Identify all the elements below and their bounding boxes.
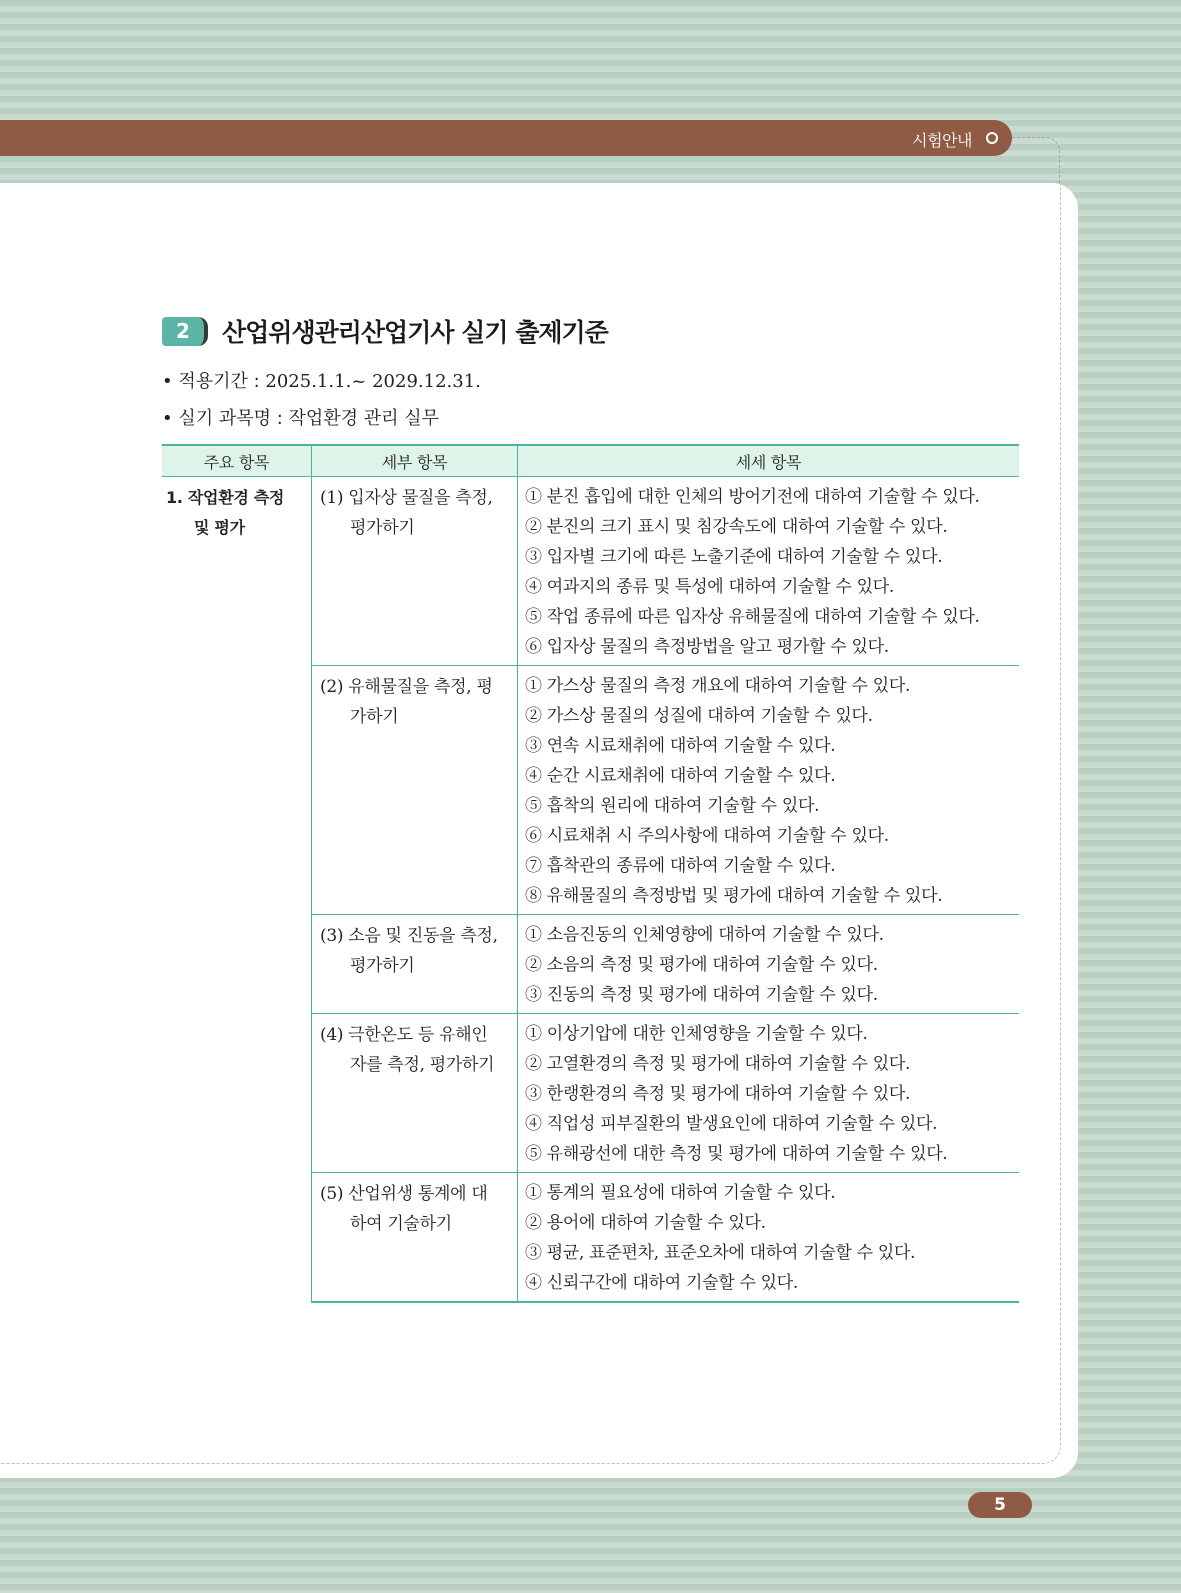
detail-item: ④ 신뢰구간에 대하여 기술할 수 있다.: [525, 1273, 799, 1293]
bullet-icon: [986, 132, 998, 144]
detail-item: ③ 연속 시료채취에 대하여 기술할 수 있다.: [525, 736, 836, 756]
sub-item-cell: [312, 1173, 518, 1303]
main-item-line: 및 평가: [194, 518, 245, 537]
detail-item: ③ 평균, 표준편차, 표준오차에 대하여 기술할 수 있다.: [525, 1243, 916, 1263]
sub-item-line: (2) 유해물질을 측정, 평: [320, 677, 493, 697]
detail-item: ④ 여과지의 종류 및 특성에 대하여 기술할 수 있다.: [525, 577, 894, 597]
detail-item: ① 통계의 필요성에 대하여 기술할 수 있다.: [525, 1183, 836, 1203]
sub-item-cell: [312, 915, 518, 1014]
sub-item-line: (4) 극한온도 등 유해인: [320, 1025, 488, 1045]
subject-value: 작업환경 관리 실무: [288, 408, 440, 429]
detail-item: ② 가스상 물질의 성질에 대하여 기술할 수 있다.: [525, 706, 873, 726]
detail-item: ④ 직업성 피부질환의 발생요인에 대하여 기술할 수 있다.: [525, 1114, 938, 1134]
detail-item: ⑥ 입자상 물질의 측정방법을 알고 평가할 수 있다.: [525, 637, 889, 657]
detail-item: ③ 한랭환경의 측정 및 평가에 대하여 기술할 수 있다.: [525, 1084, 911, 1104]
detail-item: ① 가스상 물질의 측정 개요에 대하여 기술할 수 있다.: [525, 676, 911, 696]
detail-cell: [518, 666, 1020, 915]
detail-item: ⑤ 작업 종류에 따른 입자상 유해물질에 대하여 기술할 수 있다.: [525, 607, 980, 627]
detail-item: ⑥ 시료채취 시 주의사항에 대하여 기술할 수 있다.: [525, 826, 889, 846]
detail-item: ③ 입자별 크기에 따른 노출기준에 대하여 기술할 수 있다.: [525, 547, 943, 567]
detail-item: ④ 순간 시료채취에 대하여 기술할 수 있다.: [525, 766, 836, 786]
detail-item: ② 용어에 대하여 기술할 수 있다.: [525, 1213, 766, 1233]
sub-item-line: 평가하기: [350, 956, 415, 976]
criteria-table: [162, 444, 1019, 1303]
detail-item: ② 분진의 크기 표시 및 침강속도에 대하여 기술할 수 있다.: [525, 517, 948, 537]
detail-item: ② 소음의 측정 및 평가에 대하여 기술할 수 있다.: [525, 955, 878, 975]
subject-label: • 실기 과목명 :: [162, 408, 289, 429]
period-line: [162, 367, 481, 393]
section-label: 시험안내: [912, 131, 972, 150]
detail-item: ① 소음진동의 인체영향에 대하여 기술할 수 있다.: [525, 925, 884, 945]
page-title: 산업위생관리산업기사 실기 출제기준: [222, 318, 608, 347]
table-row: [162, 477, 1019, 666]
header-main-item: 주요 항목: [162, 445, 312, 477]
section-heading: [162, 313, 608, 349]
sub-item-line: 가하기: [350, 707, 399, 727]
detail-cell: [518, 1014, 1020, 1173]
period-value: 2025.1.1.~ 2029.12.31.: [265, 371, 481, 392]
detail-item: ⑦ 흡착관의 종류에 대하여 기술할 수 있다.: [525, 856, 836, 876]
detail-item: ⑧ 유해물질의 측정방법 및 평가에 대하여 기술할 수 있다.: [525, 886, 943, 906]
sub-item-line: (1) 입자상 물질을 측정,: [320, 488, 493, 508]
detail-item: ① 이상기압에 대한 인체영향을 기술할 수 있다.: [525, 1024, 868, 1044]
detail-item: ⑤ 유해광선에 대한 측정 및 평가에 대하여 기술할 수 있다.: [525, 1144, 948, 1164]
subject-line: [162, 404, 439, 430]
detail-item: ⑤ 흡착의 원리에 대하여 기술할 수 있다.: [525, 796, 820, 816]
period-label: • 적용기간 :: [162, 371, 266, 392]
main-item-cell: [162, 477, 312, 1303]
detail-item: ③ 진동의 측정 및 평가에 대하여 기술할 수 있다.: [525, 985, 878, 1005]
sub-item-line: 하여 기술하기: [350, 1214, 452, 1234]
main-item-line: 1. 작업환경 측정: [166, 488, 285, 507]
detail-item: ② 고열환경의 측정 및 평가에 대하여 기술할 수 있다.: [525, 1054, 911, 1074]
sub-item-cell: [312, 1014, 518, 1173]
sub-item-line: 자를 측정, 평가하기: [350, 1055, 495, 1075]
page-number: 5: [968, 1492, 1032, 1518]
table-header-row: [162, 445, 1019, 477]
sub-item-line: (5) 산업위생 통계에 대: [320, 1184, 488, 1204]
detail-cell: [518, 477, 1020, 666]
detail-item: ① 분진 흡입에 대한 인체의 방어기전에 대하여 기술할 수 있다.: [525, 487, 980, 507]
header-detail-item: 세세 항목: [518, 445, 1020, 477]
sub-item-cell: [312, 477, 518, 666]
section-number-badge: 2: [162, 317, 208, 346]
header-bar: [0, 120, 1012, 156]
detail-cell: [518, 915, 1020, 1014]
detail-cell: [518, 1173, 1020, 1303]
sub-item-cell: [312, 666, 518, 915]
header-sub-item: 세부 항목: [312, 445, 518, 477]
sub-item-line: (3) 소음 및 진동을 측정,: [320, 926, 498, 946]
sub-item-line: 평가하기: [350, 518, 415, 538]
